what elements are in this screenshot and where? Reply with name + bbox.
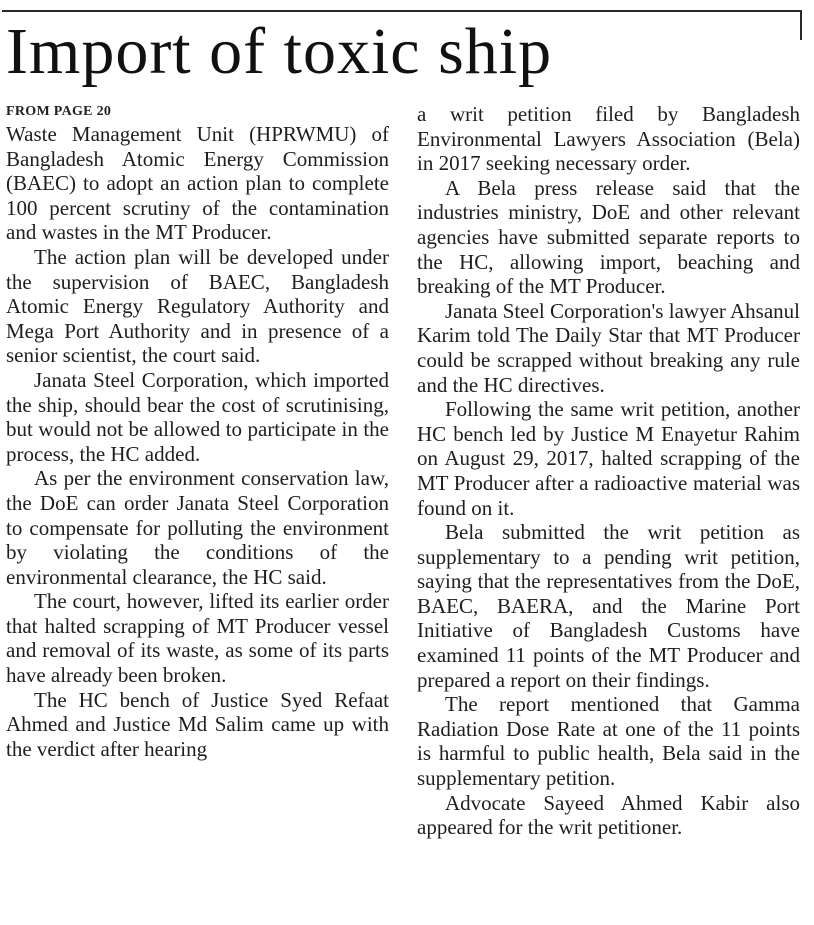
top-rule xyxy=(2,10,802,12)
paragraph: Waste Management Unit (HPRWMU) of Bangladesh Atomic Energy Commission (BAEC) to adopt an action plan to complete 100 percent scrutiny of the contamination and wastes in the MT Producer. xyxy=(6,122,389,245)
paragraph: Advocate Sayeed Ahmed Kabir also appeared for the writ petitioner. xyxy=(417,790,800,840)
article-body xyxy=(6,102,800,922)
column-right xyxy=(417,102,800,922)
paragraph: a writ petition filed by Bangladesh Environmental Lawyers Association (Bela) in 2017 seeking necessary order. xyxy=(417,102,800,176)
column-left xyxy=(6,102,389,922)
jump-line: FROM PAGE 20 xyxy=(6,104,112,119)
paragraph: As per the environment conservation law, the DoE can order Janata Steel Corporation to compensate for polluting the environment by violating the conditions of the environmental clearance, the HC said. xyxy=(6,466,389,589)
paragraph: Janata Steel Corporation's lawyer Ahsanul Karim told The Daily Star that MT Producer could be scrapped without breaking any rule and the HC directives. xyxy=(417,298,800,397)
side-rule xyxy=(800,10,802,40)
paragraph: Following the same writ petition, another HC bench led by Justice M Enayetur Rahim on August 29, 2017, halted scrapping of the MT Producer after a radioactive material was found on it. xyxy=(417,397,800,520)
paragraph: The court, however, lifted its earlier order that halted scrapping of MT Producer vessel and removal of its waste, as some of its parts have already been broken. xyxy=(6,589,389,688)
paragraph: Bela submitted the writ petition as supplementary to a pending writ petition, saying that the representatives from the DoE, BAEC, BAERA, and the Marine Port Initiative of Bangladesh Customs have examined 11 points of the MT Producer and prepared a report on their findings. xyxy=(417,520,800,692)
paragraph: The action plan will be developed under the supervision of BAEC, Bangladesh Atomic Energy Regulatory Authority and Mega Port Authority and in presence of a senior scientist, the court said. xyxy=(6,244,389,368)
headline: Import of toxic ship xyxy=(6,15,553,88)
paragraph: The HC bench of Justice Syed Refaat Ahmed and Justice Md Salim came up with the verdict after hearing xyxy=(6,687,389,761)
paragraph: A Bela press release said that the industries ministry, DoE and other relevant agencies have submitted separate reports to the HC, allowing import, beaching and breaking of the MT Producer. xyxy=(417,175,800,299)
paragraph: The report mentioned that Gamma Radiation Dose Rate at one of the 11 points is harmful to public health, Bela said in the supplementary petition. xyxy=(417,692,800,791)
paragraph: Janata Steel Corporation, which imported the ship, should bear the cost of scrutinising, but would not be allowed to participate in the process, the HC added. xyxy=(6,367,389,466)
